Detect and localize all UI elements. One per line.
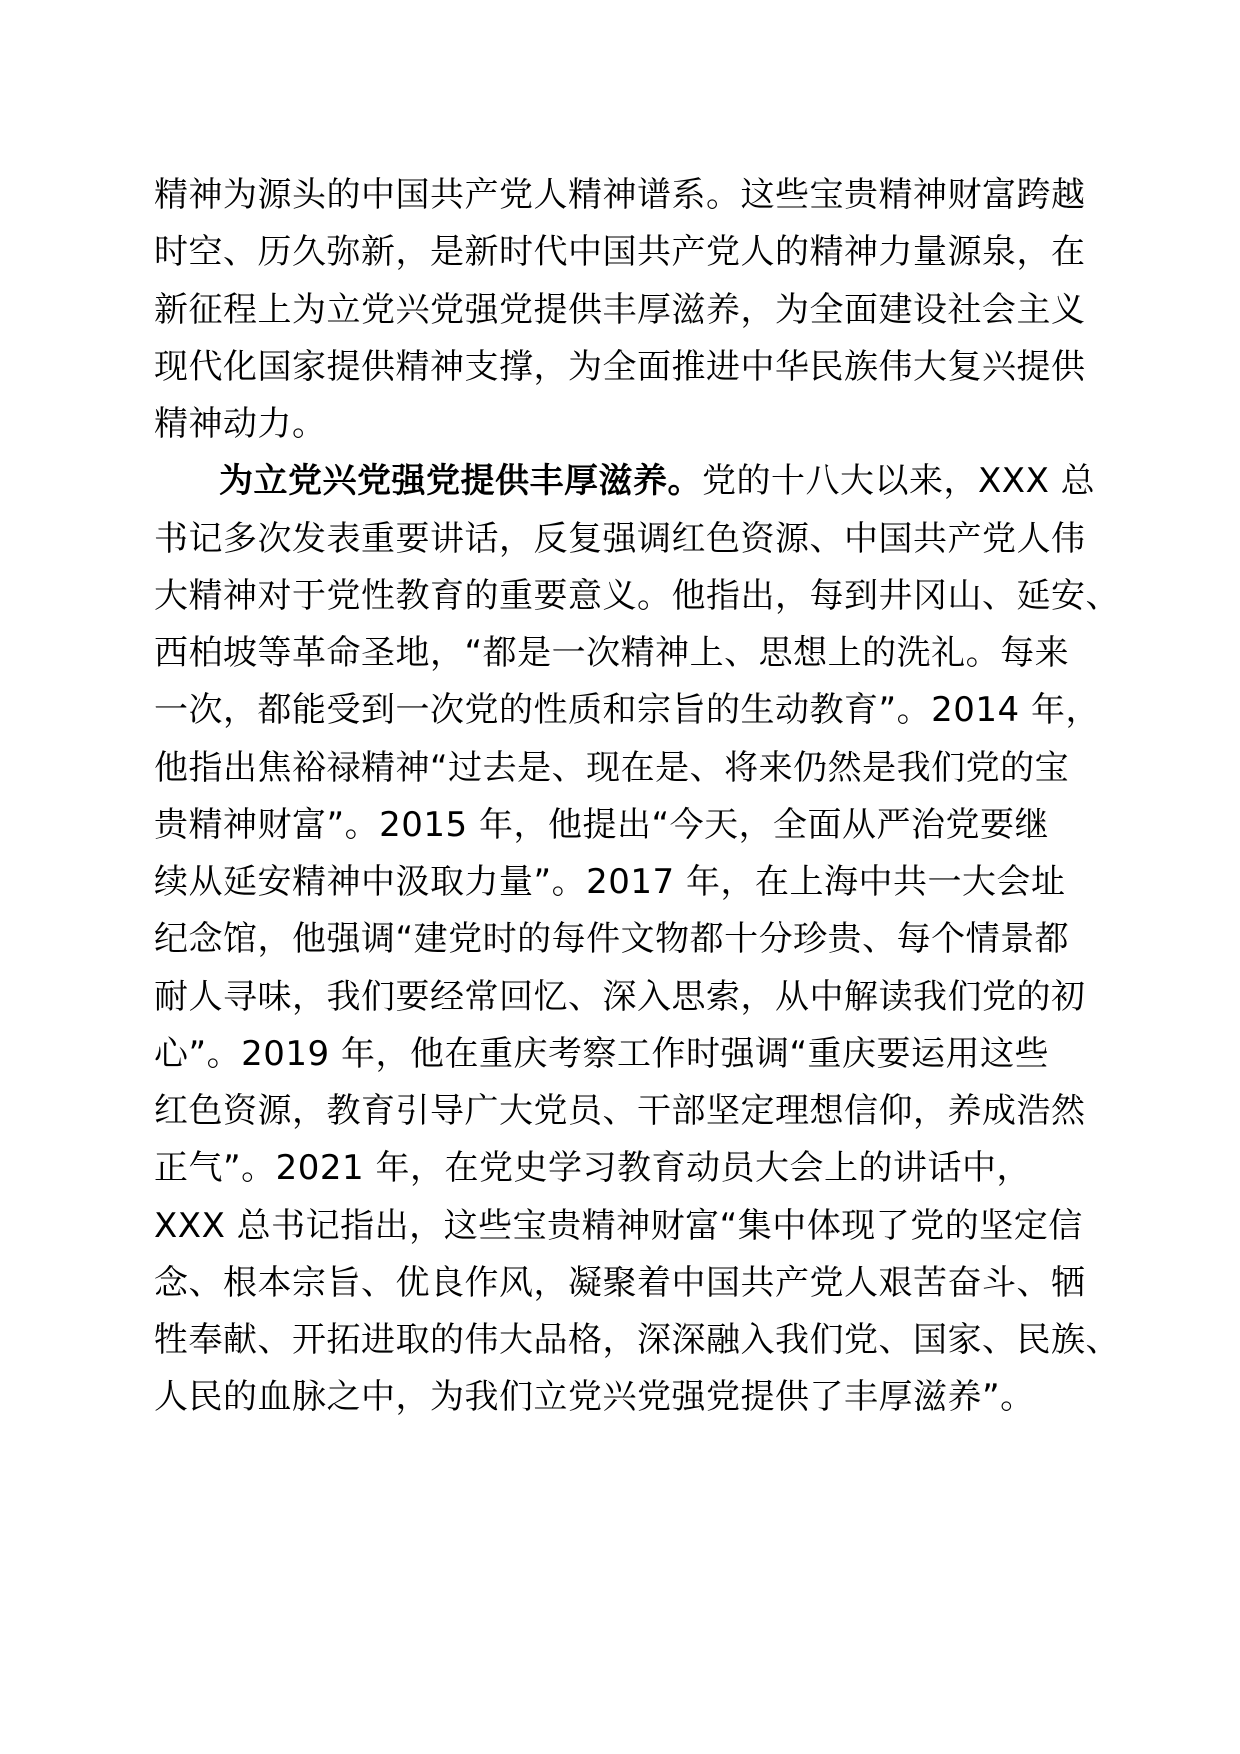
paragraph-heading: 为立党兴党强党提供丰厚滋养。 xyxy=(219,461,702,501)
text-line: 精神为源头的中国共产党人精神谱系。这些宝贵精神财富跨越 xyxy=(154,175,1086,215)
text-line: 新征程上为立党兴党强党提供丰厚滋养，为全面建设社会主义 xyxy=(154,290,1086,330)
text-line: 书记多次发表重要讲话，反复强调红色资源、中国共产党人伟 xyxy=(154,519,1086,559)
text-line: 大精神对于党性教育的重要意义。他指出，每到井冈山、延安、 xyxy=(154,576,1120,616)
text-line: 精神动力。 xyxy=(154,404,327,444)
text-line: XXX 总书记指出，这些宝贵精神财富“集中体现了党的坚定信 xyxy=(154,1206,1083,1246)
text-line: 一次，都能受到一次党的性质和宗旨的生动教育”。2014 年， xyxy=(154,690,1100,730)
text-line: 红色资源，教育引导广大党员、干部坚定理想信仰，养成浩然 xyxy=(154,1091,1086,1131)
text-line: 时空、历久弥新，是新时代中国共产党人的精神力量源泉，在 xyxy=(154,232,1086,272)
text-line: 心”。2019 年，他在重庆考察工作时强调“重庆要运用这些 xyxy=(154,1034,1050,1074)
text-line: 他指出焦裕禄精神“过去是、现在是、将来仍然是我们党的宝 xyxy=(154,748,1070,788)
text-line: 正气”。2021 年，在党史学习教育动员大会上的讲话中， xyxy=(154,1148,1031,1188)
text-line: 人民的血脉之中，为我们立党兴党强党提供了丰厚滋养”。 xyxy=(154,1377,1035,1417)
text-line: 西柏坡等革命圣地，“都是一次精神上、思想上的洗礼。每来 xyxy=(154,633,1070,673)
text-line: 纪念馆，他强调“建党时的每件文物都十分珍贵、每个情景都 xyxy=(154,919,1070,959)
text-line-first xyxy=(219,461,1095,501)
text-line: 念、根本宗旨、优良作风，凝聚着中国共产党人艰苦奋斗、牺 xyxy=(154,1263,1086,1303)
text-line: 耐人寻味，我们要经常回忆、深入思索，从中解读我们党的初 xyxy=(154,977,1086,1017)
text-span: 党的十八大以来，XXX 总 xyxy=(702,461,1096,501)
text-line: 续从延安精神中汲取力量”。2017 年，在上海中共一大会址 xyxy=(154,862,1066,902)
text-line: 牲奉献、开拓进取的伟大品格，深深融入我们党、国家、民族、 xyxy=(154,1320,1120,1360)
text-line: 现代化国家提供精神支撑，为全面推进中华民族伟大复兴提供 xyxy=(154,347,1086,387)
text-line: 贵精神财富”。2015 年，他提出“今天，全面从严治党要继 xyxy=(154,805,1050,845)
